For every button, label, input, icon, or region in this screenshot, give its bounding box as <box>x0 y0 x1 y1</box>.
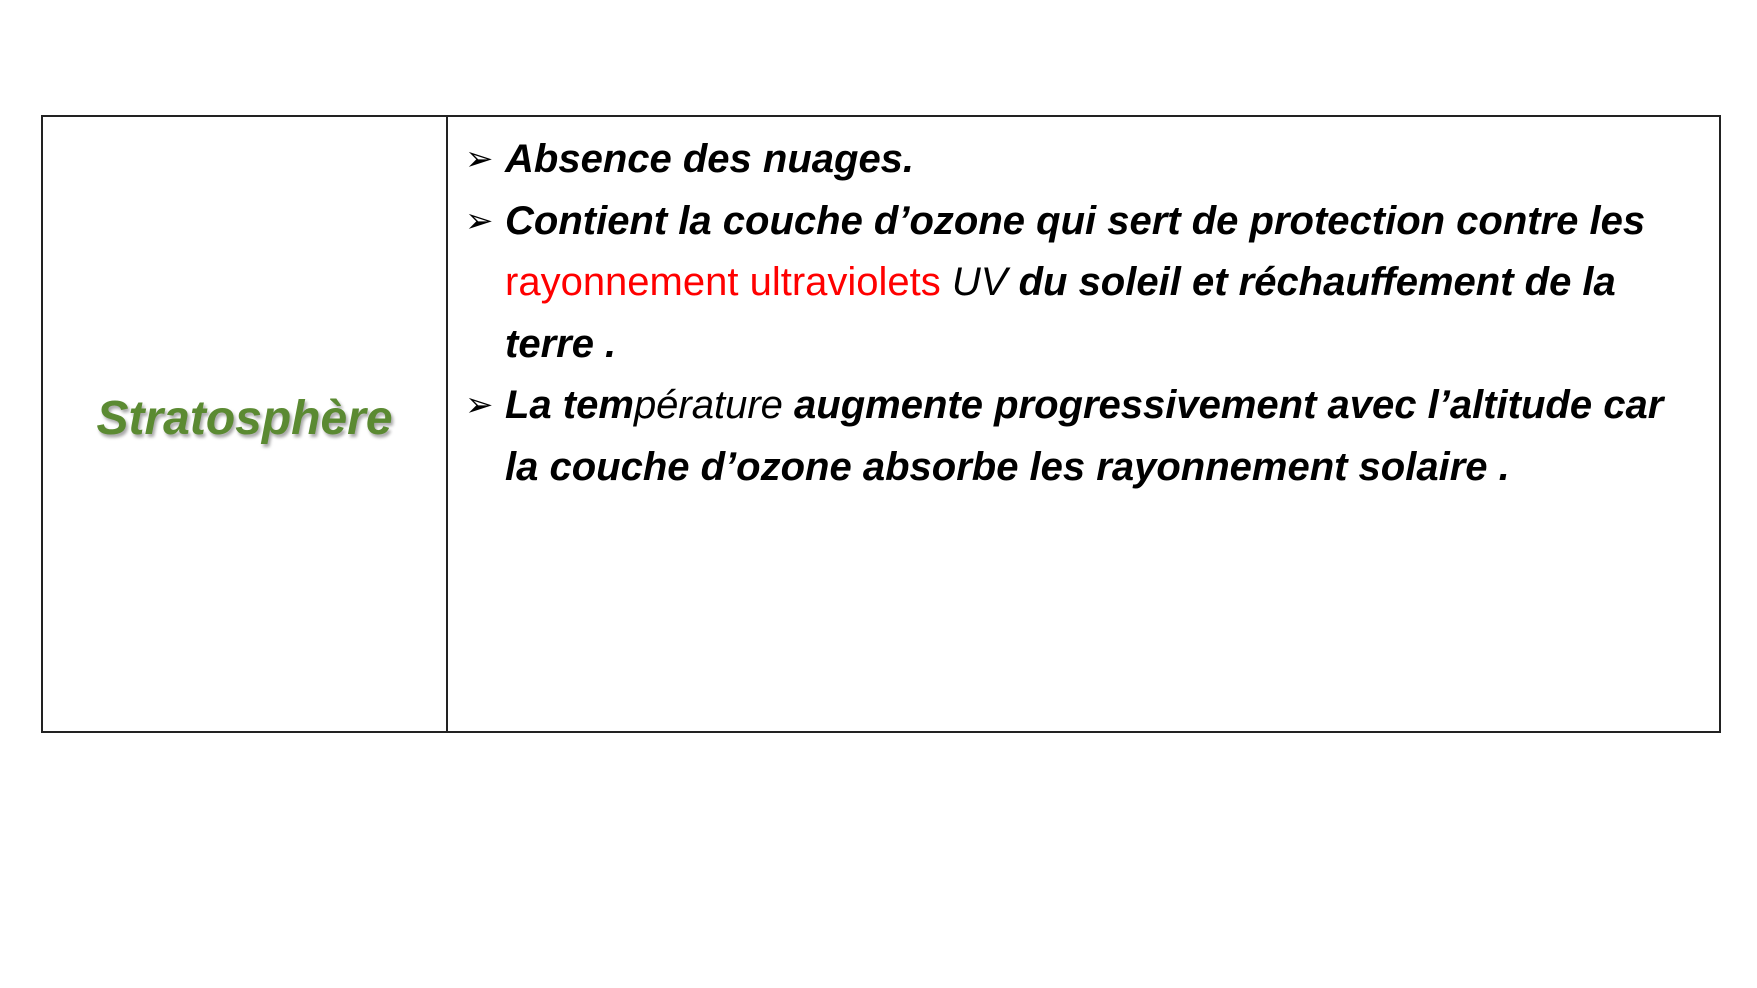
arrowhead-bullet-icon: ➢ <box>465 201 494 240</box>
bullet-text <box>505 191 1699 376</box>
bullet-item <box>465 129 1699 191</box>
bullet-text-part: La tem <box>505 383 634 427</box>
bullet-text-part: pérature <box>633 383 783 427</box>
bullet-text-part: UV <box>940 260 1008 304</box>
layer-name-cell <box>43 117 448 731</box>
layer-name: Stratosphère <box>96 391 393 445</box>
bullet-text-part: Absence des nuages. <box>505 137 915 181</box>
bullet-text <box>505 375 1699 498</box>
bullet-text-part: augmente progressivement avec l’altitude car la couche d’ozone absorbe les rayonnement solaire . <box>505 383 1664 489</box>
arrowhead-bullet-icon: ➢ <box>465 386 494 424</box>
info-table <box>41 115 1721 733</box>
arrowhead-bullet-icon: ➢ <box>465 140 494 178</box>
bullet-item <box>465 375 1699 498</box>
description-cell <box>448 117 1719 731</box>
bullet-item <box>465 191 1699 376</box>
bullet-text <box>505 129 1699 191</box>
bullet-text-part: Contient la couche d’ozone qui sert de protection contre les <box>505 198 1646 243</box>
bullet-text-part: du soleil et réchauffement de la terre . <box>505 260 1616 366</box>
highlighted-term: rayonnement ultraviolets <box>505 260 941 304</box>
